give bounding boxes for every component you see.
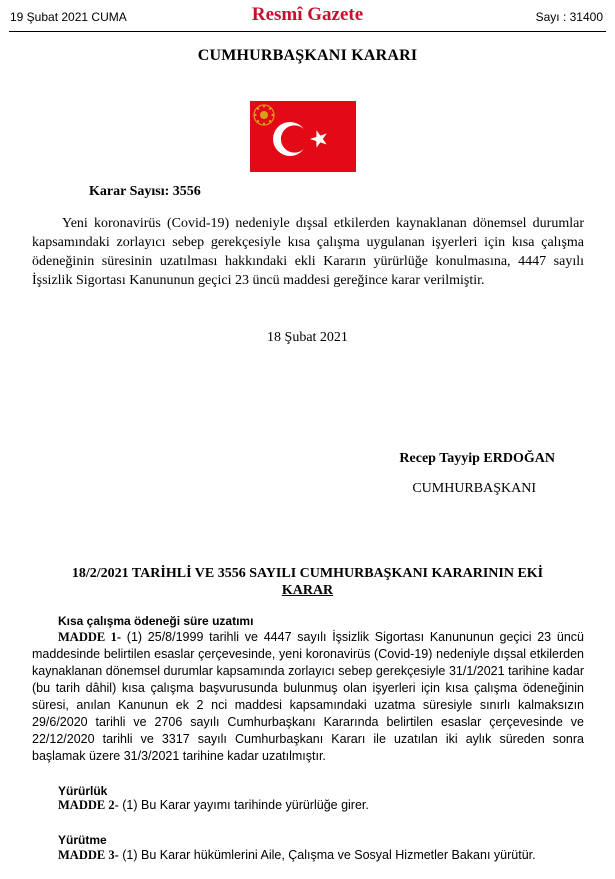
issue-number: Sayı : 31400 bbox=[535, 10, 603, 24]
article-2-heading: Yürürlük bbox=[58, 784, 108, 798]
decree-preamble: Yeni koronavirüs (Covid-19) nedeniyle dışsal etkilerden kaynaklanan dönemsel durumlar kapsamındaki zorlayıcı sebep gerekçesiyle kısa çalışma uygulanan işyerleri için kısa çalışma ödeneğinin süresinin uzatılması hakkındaki ekli Kararın yürürlüğe konulmasına, 4447 sayılı İşsizlik Sigortası Kanununun geçici 23 üncü maddesi gereğince karar verilmiştir. bbox=[32, 216, 584, 288]
article-1-label: MADDE 1- bbox=[58, 630, 122, 644]
signer-title: CUMHURBAŞKANI bbox=[412, 481, 536, 496]
annex-subtitle: KARAR bbox=[281, 583, 334, 598]
article-3-text: (1) Bu Karar hükümlerini Aile, Çalışma ve Sosyal Hizmetler Bakanı yürütür. bbox=[118, 848, 536, 862]
gazette-title: Resmî Gazete bbox=[251, 4, 364, 25]
article-1-body bbox=[32, 629, 584, 765]
article-3-label: MADDE 3- bbox=[58, 848, 119, 862]
turkish-flag-icon bbox=[250, 101, 356, 172]
article-2-text: (1) Bu Karar yayımı tarihinde yürürlüğe girer. bbox=[118, 798, 369, 812]
article-3-heading: Yürütme bbox=[58, 833, 107, 847]
decree-date: 18 Şubat 2021 bbox=[267, 330, 348, 345]
article-2-label: MADDE 2- bbox=[58, 798, 119, 812]
signer-name: Recep Tayyip ERDOĞAN bbox=[399, 451, 555, 466]
annex-title: 18/2/2021 TARİHLİ VE 3556 SAYILI CUMHURBAŞKANI KARARININ EKİ bbox=[71, 566, 544, 581]
article-3-body bbox=[32, 847, 584, 864]
issue-date: 19 Şubat 2021 CUMA bbox=[10, 10, 127, 24]
article-2-body bbox=[32, 797, 584, 814]
decree-number: Karar Sayısı: 3556 bbox=[89, 184, 201, 199]
article-1-heading: Kısa çalışma ödeneği süre uzatımı bbox=[58, 614, 254, 628]
article-1-text: (1) 25/8/1999 tarihli ve 4447 sayılı İşsizlik Sigortası Kanununun geçici 23 üncü maddesinde belirtilen esaslar çerçevesinde, yeni koronavirüs (Covid-19) nedeniyle dışsal etkilerden kaynaklanan dönemsel durumlar kapsamında zorlayıcı sebep gerekçesiyle 31/1/2021 tarihine kadar (bu tarih dâhil) kısa çalışma başvurusunda bulunmuş olan işyerleri için kısa çalışma ödeneğinin süresi, anılan Kanunun ek 2 nci maddesi kapsamındaki uzatma süresiyle sınırlı kalmaksızın 29/6/2020 tarihli ve 2706 sayılı Cumhurbaşkanı Kararında belirtilen esaslar çerçevesinde ve 22/12/2020 tarihli ve 3317 sayılı Cumhurbaşkanı Kararı ile uzatılan iki aylık süreden sonra başlamak üzere 31/3/2021 tarihine kadar uzatılmıştır. bbox=[32, 630, 584, 763]
header-divider bbox=[9, 31, 606, 32]
document-title: CUMHURBAŞKANI KARARI bbox=[197, 47, 418, 64]
gazette-header bbox=[0, 0, 615, 33]
